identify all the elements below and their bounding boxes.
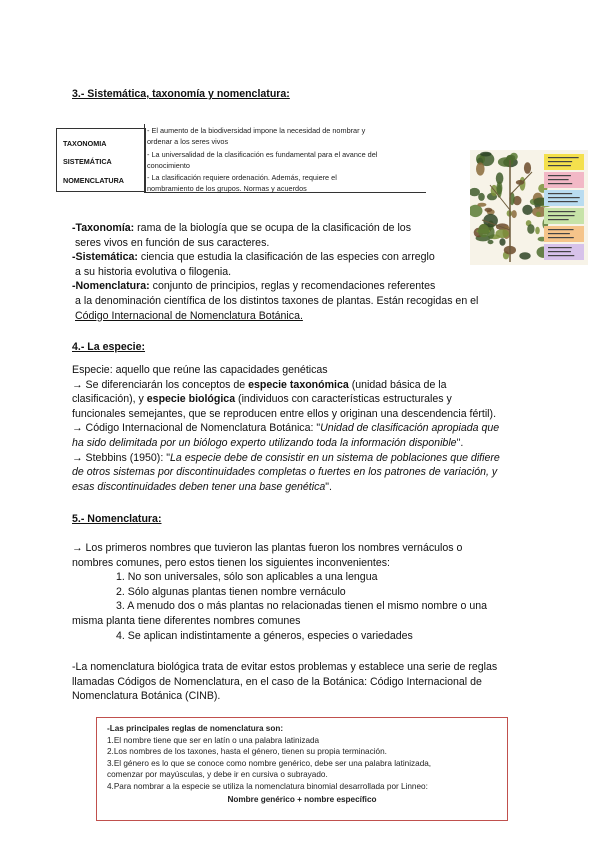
bullet-line: - El aumento de la biodiversidad impone la necesidad de nombrar y	[147, 126, 366, 135]
plant-shape	[527, 224, 534, 234]
taxonomia-term: -Taxonomía:	[72, 222, 135, 234]
especie-line: funcionales semejantes, que se reproducen entre ellos y originan una descendencia fértil).	[72, 407, 497, 420]
rule-line: 1.El nombre tiene que ser en latín o una palabra latinizada	[107, 736, 320, 745]
codigos-line: Nomenclatura Botánica (CINB).	[72, 690, 221, 703]
rule-line: 3.El género es lo que se conoce como nombre genérico, debe ser una palabra latinizada,	[107, 759, 432, 768]
plant-shape	[496, 181, 502, 194]
binomial-formula: Nombre genérico + nombre específico	[227, 795, 377, 804]
list-item: 1. No son universales, sólo son aplicables a una lengua	[116, 571, 378, 584]
list-item: 2. Sólo algunas plantas tienen nombre vernáculo	[116, 585, 346, 598]
plant-shape	[524, 162, 531, 174]
plant-shape	[478, 193, 485, 201]
label-strip-text	[548, 211, 575, 212]
nomenclatura-paragraph	[72, 541, 532, 643]
plant-shape	[511, 210, 516, 218]
label-strip-text	[548, 165, 571, 166]
taxonomia-def: rama de la biología que se ocupa de la clasificación de los	[134, 222, 411, 234]
box-term-nomenclatura: NOMENCLATURA	[63, 176, 124, 185]
label-strip-text	[548, 215, 574, 216]
text-span: (individuos con características estructurales y	[235, 393, 452, 406]
especie-biologica: especie biológica	[146, 393, 236, 406]
codigos-paragraph	[72, 660, 542, 704]
brace-line	[144, 124, 145, 192]
section-5-heading: 5.- Nomenclatura:	[72, 513, 162, 525]
taxonomia-def-cont: seres vivos en función de sus caracteres.	[75, 236, 270, 249]
codigo-link[interactable]: Código Internacional de Nomenclatura Botánica.	[75, 309, 303, 322]
codigos-line: -La nomenclatura biológica trata de evitar estos problemas y establece una serie de reglas	[72, 661, 498, 673]
label-strip-text	[548, 161, 572, 162]
label-strip-text	[548, 179, 569, 180]
quote-text: La especie debe de consistir en un sistema de poblaciones que difiere	[169, 451, 500, 464]
label-strip-text	[548, 183, 572, 184]
plant-shape	[522, 205, 532, 215]
especie-paragraph	[72, 363, 532, 494]
plant-shape	[476, 162, 485, 175]
list-item: 3. A menudo dos o más plantas no relacionadas tienen el mismo nombre o una	[116, 600, 488, 613]
label-strip-text	[548, 247, 572, 248]
label-strip-text	[548, 201, 578, 202]
text-span: → Se diferenciarán los conceptos de	[72, 378, 249, 391]
plant-shape	[519, 252, 530, 259]
plant-shape	[477, 203, 486, 207]
quote-text: esas discontinuidades deben tener una base genética	[72, 480, 326, 493]
bullet-line: conocimiento	[147, 161, 190, 170]
bullet-brace	[144, 124, 426, 192]
sistematica-def: ciencia que estudia la clasificación de las especies con arreglo	[137, 251, 435, 264]
nomenclatura-def-line: a la denominación científica de los distintos taxones de plantas. Están recogidas en el	[75, 295, 479, 307]
plant-shape	[480, 152, 491, 157]
taxonomia-definition	[72, 221, 502, 294]
quote-text: Unidad de clasificación apropiada que	[320, 422, 500, 435]
text-span: → Código Internacional de Nomenclatura Botánica: "	[72, 422, 321, 435]
section-3-heading: 3.- Sistemática, taxonomía y nomenclatura:	[72, 88, 290, 100]
rule-line: 2.Los nombres de los taxones, hasta el género, tienen su propia terminación.	[107, 747, 387, 756]
label-strip-text	[548, 219, 569, 220]
label-strip-text	[548, 175, 571, 176]
sistematica-def-cont: a su historia evolutiva o filogenia.	[75, 265, 232, 278]
text-span: → Stebbins (1950): "	[72, 451, 170, 464]
label-strip-text	[548, 197, 580, 198]
nomenclatura-line: nombres comunes, pero estos tienen los siguientes inconvenientes:	[72, 556, 390, 569]
plant-shape	[536, 212, 541, 218]
rules-title: -Las principales reglas de nomenclatura son:	[107, 724, 284, 733]
codigos-line: llamadas Códigos de Nomenclatura, en el caso de la Botánica: Código Internacional de	[72, 675, 482, 688]
label-strip-text	[548, 157, 579, 158]
bullet-line: ordenar a los seres vivos	[147, 137, 229, 146]
text-span: ".	[456, 436, 464, 449]
taxonomy-terms-box	[56, 128, 146, 192]
section-4-heading: 4.- La especie:	[72, 341, 146, 353]
label-strip-text	[548, 255, 574, 256]
quote-text: ha sido delimitada por un biólogo experto utilizando toda la información disponible	[72, 436, 457, 449]
sistematica-term: -Sistemática:	[72, 251, 138, 264]
rules-box	[96, 717, 508, 821]
quote-text: de otros sistemas por discontinuidades completas o fuertes en los patrones de variación, y	[72, 466, 498, 479]
plant-shape	[535, 227, 540, 235]
label-strip-text	[548, 233, 570, 234]
nomenclatura-def: conjunto de principios, reglas y recomendaciones referentes	[149, 280, 436, 293]
label-strip-text	[548, 193, 572, 194]
plant-shape	[507, 155, 516, 161]
rule-line: 4.Para nombrar a la especie se utiliza la nomenclatura binomial desarrollada por Linneo:	[107, 782, 428, 791]
list-item: 4. Se aplican indistintamente a géneros, especies o variedades	[116, 629, 413, 642]
text-span: ".	[325, 480, 332, 493]
bullet-line: nombramiento de los grupos. Normas y acuerdos	[147, 184, 307, 193]
box-term-sistematica: SISTEMÁTICA	[63, 157, 112, 166]
especie-taxonomica: especie taxonómica	[248, 378, 349, 391]
text-span: (unidad básica de la	[348, 378, 447, 391]
especie-line: Especie: aquello que reúne las capacidades genéticas	[72, 364, 328, 376]
plant-shape	[485, 208, 493, 212]
label-strip-text	[548, 229, 574, 230]
text-span: clasificación), y	[72, 393, 147, 406]
list-item-cont: misma planta tiene diferentes nombres comunes	[72, 614, 301, 627]
nomenclatura-line: → Los primeros nombres que tuvieron las plantas fueron los nombres vernáculos o	[72, 542, 463, 554]
label-strip-text	[548, 237, 574, 238]
nomenclatura-term: -Nomenclatura:	[72, 280, 150, 293]
bullet-line: - La universalidad de la clasificación es fundamental para el avance del	[147, 150, 378, 159]
label-strip-text	[548, 251, 571, 252]
rule-line: comenzar por mayúsculas, y debe ir en cursiva o subrayado.	[107, 770, 328, 779]
box-term-taxonomia: TAXONOMIA	[63, 139, 107, 148]
nomenclatura-def-cont	[75, 294, 535, 323]
bullet-line: - La clasificación requiere ordenación. Además, requiere el	[147, 173, 337, 182]
